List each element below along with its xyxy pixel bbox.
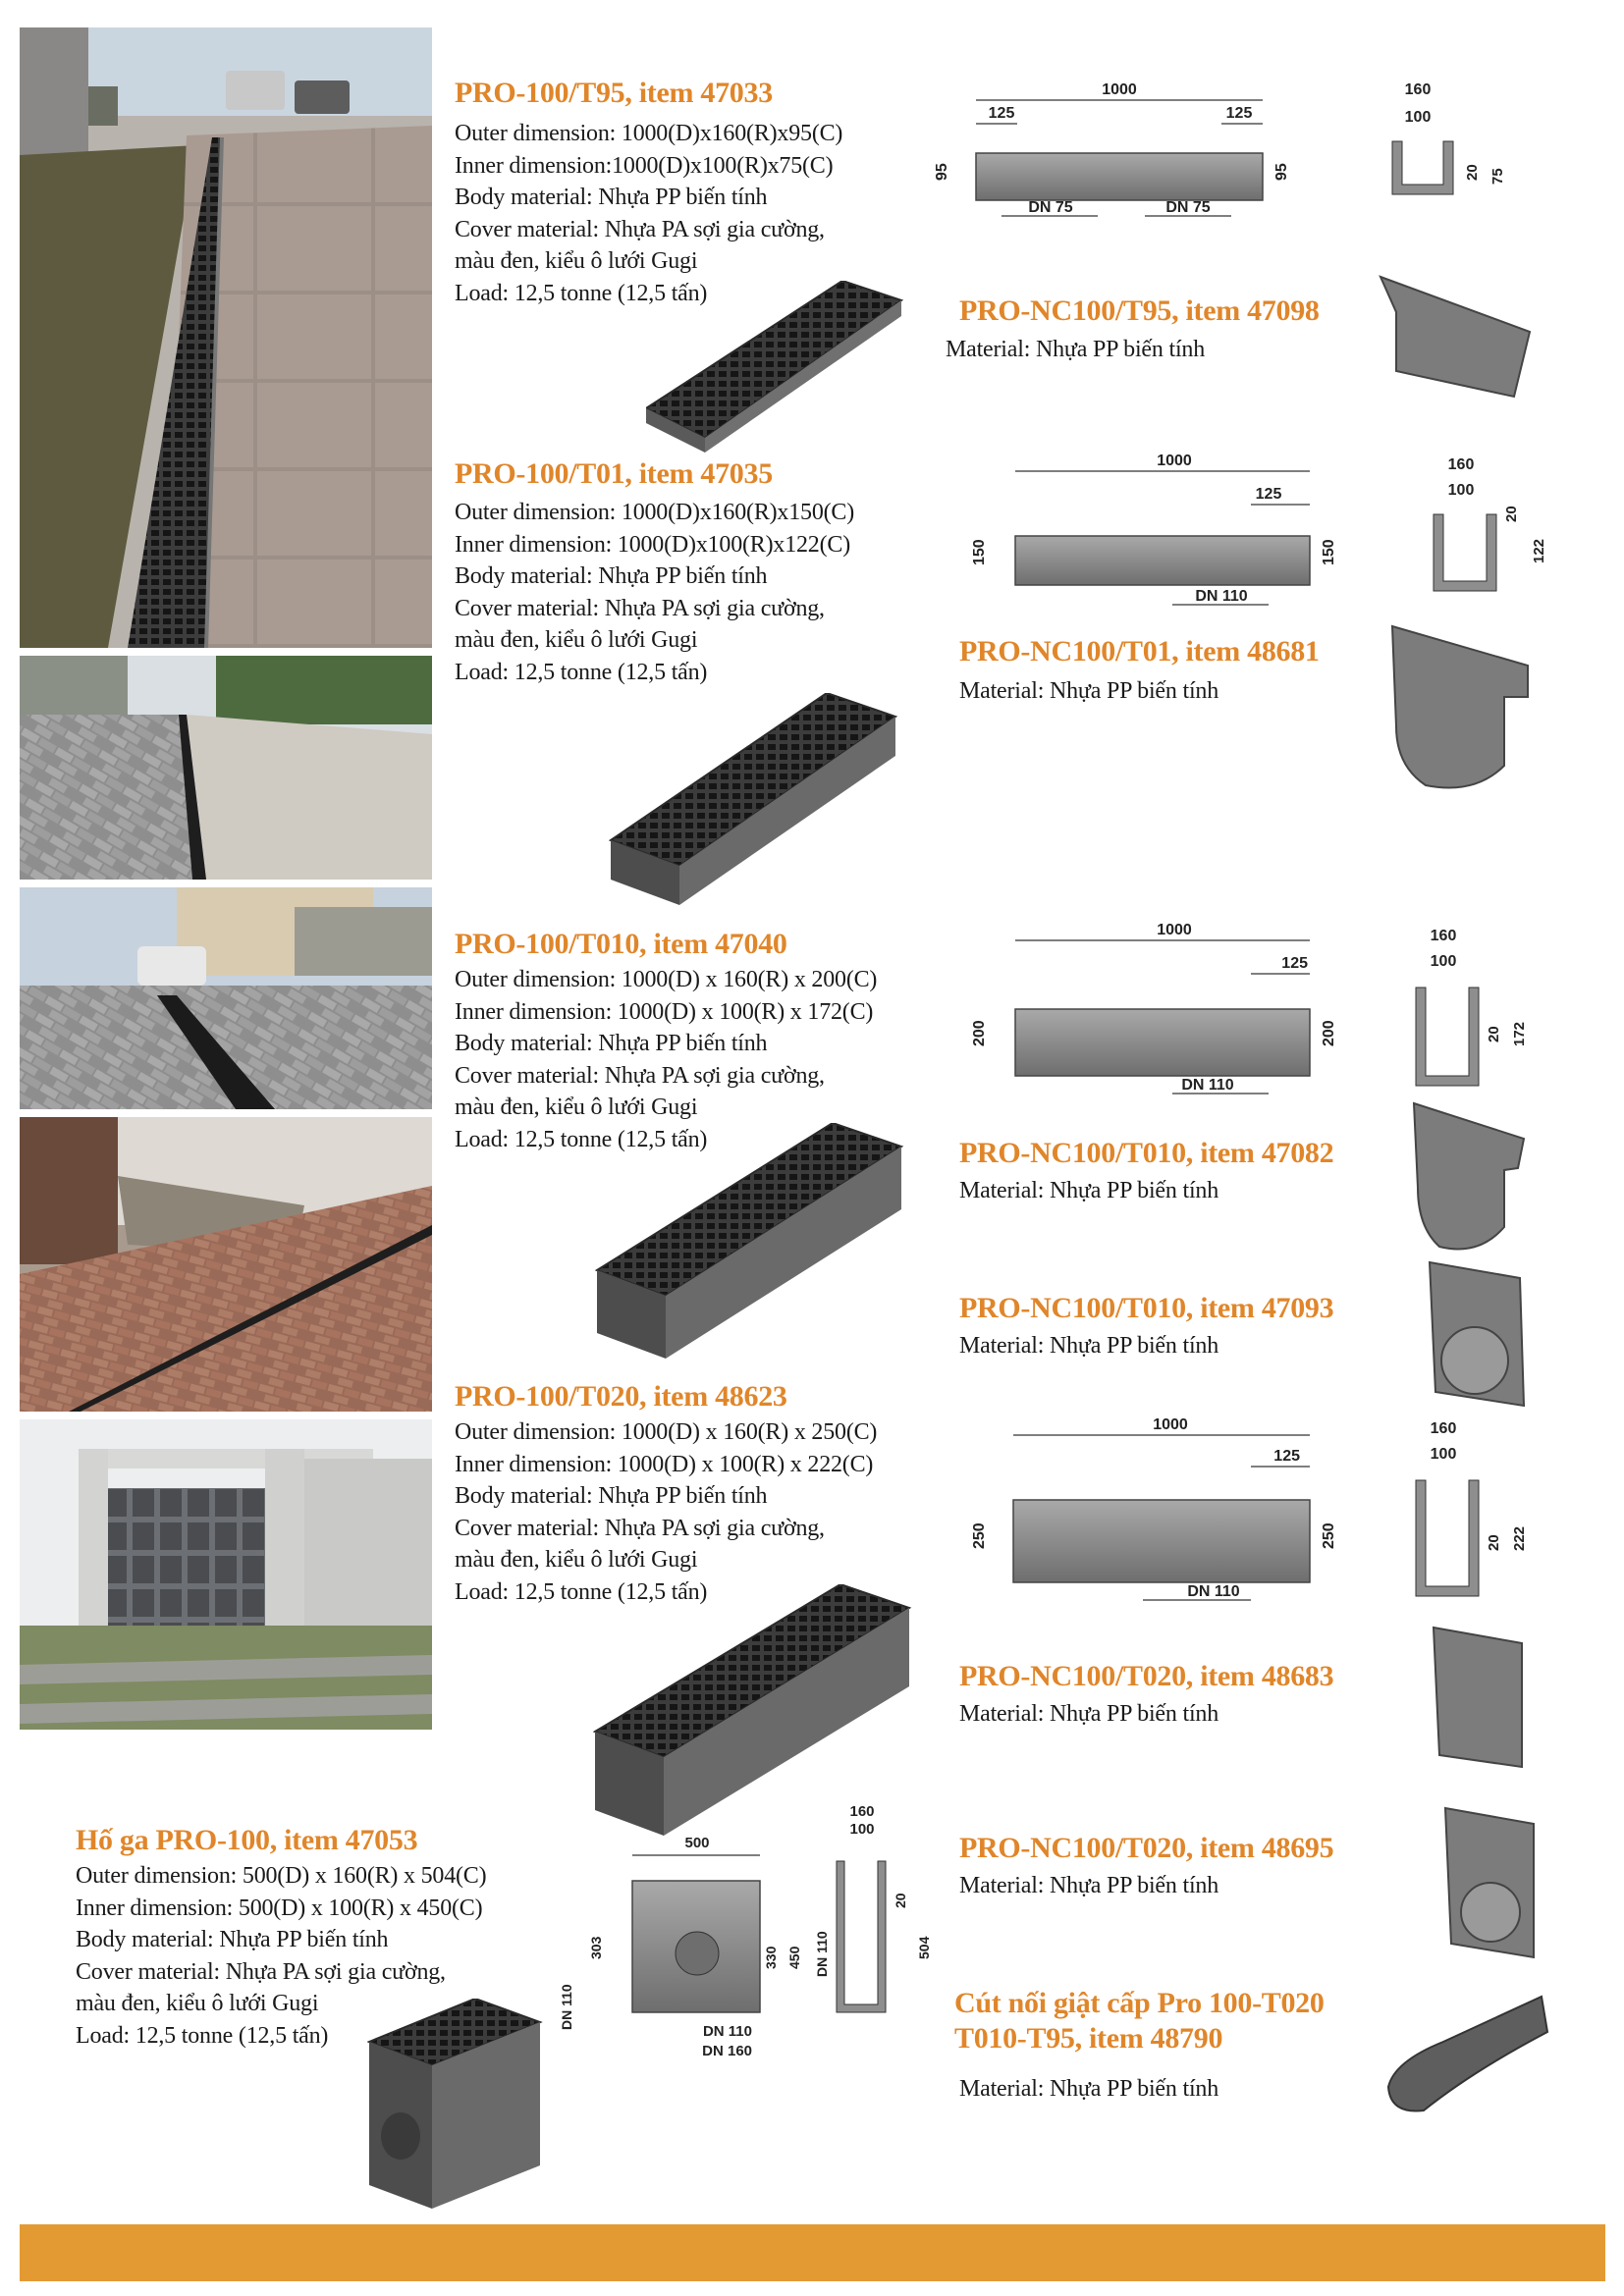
dim-height: 250 xyxy=(971,1522,988,1549)
spec-line: Inner dimension: 1000(D)x100(R)x122(C) xyxy=(455,531,851,558)
dim-end: 125 xyxy=(1255,486,1282,503)
spec-line: Inner dimension: 1000(D) x 100(R) x 172(C) xyxy=(455,998,874,1025)
dim-b: 222 xyxy=(1511,1525,1528,1551)
product-image-catch-basin xyxy=(367,1999,544,2211)
dim-inner: 100 xyxy=(1447,482,1475,499)
dim-height2: 150 xyxy=(1321,539,1337,565)
endcap-image-t01 xyxy=(1386,618,1534,795)
dim-dn110: DN 110 xyxy=(702,2023,752,2040)
dim-outer: 160 xyxy=(1430,928,1457,944)
endcap-title-t010-b: PRO-NC100/T010, item 47093 xyxy=(959,1292,1334,1324)
adapter-title-line1: Cút nối giật cấp Pro 100-T020 xyxy=(954,1987,1325,2019)
spec-line: Body material: Nhựa PP biến tính xyxy=(455,563,768,590)
spec-line: Inner dimension: 500(D) x 100(R) x 450(C) xyxy=(76,1895,483,1921)
dim-height2: 200 xyxy=(1321,1020,1337,1046)
photo-drain-slab-pavement xyxy=(20,27,432,648)
spec-line: màu đen, kiểu ô lưới Gugi xyxy=(455,1547,698,1574)
dim-outer: 160 xyxy=(1404,81,1432,98)
product-spec-t020 xyxy=(455,1416,877,1609)
dim-dn160: DN 160 xyxy=(702,2043,752,2057)
product-title-t010: PRO-100/T010, item 47040 xyxy=(455,928,787,960)
dim-s20: 20 xyxy=(893,1893,908,1908)
dim-a: 20 xyxy=(1486,1534,1502,1551)
endcap-title-t020-a: PRO-NC100/T020, item 48683 xyxy=(959,1660,1334,1692)
spec-line: Load: 12,5 tonne (12,5 tấn) xyxy=(455,659,708,685)
dim-s160: 160 xyxy=(849,1803,875,1820)
product-image-t01 xyxy=(601,693,905,909)
spec-line: Outer dimension: 1000(D) x 160(R) x 200(C) xyxy=(455,967,878,992)
spec-line: Cover material: Nhựa PA sợi gia cường, xyxy=(455,1515,825,1541)
product-title-t95: PRO-100/T95, item 47033 xyxy=(455,77,773,109)
dim-450: 450 xyxy=(786,1946,802,1969)
dim-dn1: DN 110 xyxy=(1187,1583,1240,1600)
dim-dn2: DN 75 xyxy=(1165,199,1211,216)
endcap-image-t95 xyxy=(1377,273,1534,400)
spec-line: màu đen, kiểu ô lưới Gugi xyxy=(455,627,698,654)
drawing-section-t95 xyxy=(1379,79,1526,196)
dim-inner: 100 xyxy=(1404,109,1432,126)
dim-end: 125 xyxy=(988,105,1015,122)
spec-line: Outer dimension: 1000(D)x160(R)x95(C) xyxy=(455,121,843,146)
endcap-title-t95: PRO-NC100/T95, item 47098 xyxy=(959,294,1320,327)
dim-dn-side: DN 110 xyxy=(814,1931,830,1977)
photo-drain-along-wall xyxy=(20,656,432,880)
dim-height: 95 xyxy=(934,163,950,181)
drawing-side-t020 xyxy=(956,1414,1369,1610)
dim-height: 200 xyxy=(971,1020,988,1046)
spec-line: Inner dimension: 1000(D) x 100(R) x 222(C) xyxy=(455,1451,874,1477)
dim-b: 75 xyxy=(1489,168,1506,185)
endcap-material-t010-b: Material: Nhựa PP biến tính xyxy=(959,1333,1219,1359)
dim-inner: 100 xyxy=(1430,1446,1457,1463)
dim-outer: 160 xyxy=(1430,1420,1457,1437)
spec-line: màu đen, kiểu ô lưới Gugi xyxy=(455,248,698,275)
adapter-title-line2: T010-T95, item 48790 xyxy=(954,2022,1223,2055)
dim-end2: 125 xyxy=(1225,105,1253,122)
endcap-title-t020-b: PRO-NC100/T020, item 48695 xyxy=(959,1832,1334,1864)
dim-height2: 250 xyxy=(1321,1522,1337,1549)
endcap-image-t020-b xyxy=(1441,1804,1540,1961)
dim-a: 20 xyxy=(1486,1026,1502,1042)
spec-line: Load: 12,5 tonne (12,5 tấn) xyxy=(455,1578,708,1605)
product-title-t01: PRO-100/T01, item 47035 xyxy=(455,457,773,490)
spec-line: Load: 12,5 tonne (12,5 tấn) xyxy=(76,2022,329,2049)
dim-s100: 100 xyxy=(849,1821,875,1838)
product-title-t020: PRO-100/T020, item 48623 xyxy=(455,1380,787,1413)
dim-length: 1000 xyxy=(1153,1416,1188,1433)
endcap-material-t010-a: Material: Nhựa PP biến tính xyxy=(959,1178,1219,1203)
endcap-image-t010-a xyxy=(1410,1099,1528,1256)
spec-line: Body material: Nhựa PP biến tính xyxy=(455,185,768,211)
drawing-side-t010 xyxy=(956,919,1369,1105)
adapter-material: Material: Nhựa PP biến tính xyxy=(959,2076,1219,2102)
dim-height2: 95 xyxy=(1273,163,1290,181)
dim-dn1: DN 110 xyxy=(1195,588,1248,605)
endcap-image-t020-a xyxy=(1430,1624,1528,1771)
dim-length: 500 xyxy=(684,1835,710,1851)
dim-303: 303 xyxy=(588,1936,604,1959)
spec-line: Body material: Nhựa PP biến tính xyxy=(455,1483,768,1510)
dim-s504: 504 xyxy=(916,1936,932,1959)
adapter-image xyxy=(1384,1993,1551,2120)
dim-b: 172 xyxy=(1511,1021,1528,1046)
dim-dn1: DN 110 xyxy=(1181,1077,1234,1094)
endcap-title-t010-a: PRO-NC100/T010, item 47082 xyxy=(959,1137,1334,1169)
drawing-section-t01 xyxy=(1424,454,1571,601)
endcap-material-t01: Material: Nhựa PP biến tính xyxy=(959,678,1219,704)
dim-inner: 100 xyxy=(1430,953,1457,970)
spec-line: Inner dimension:1000(D)x100(R)x75(C) xyxy=(455,152,834,179)
endcap-material-t95: Material: Nhựa PP biến tính xyxy=(946,337,1206,362)
spec-line: Cover material: Nhựa PA sợi gia cường, xyxy=(455,1062,825,1089)
drawing-catch-basin xyxy=(550,1802,933,2057)
dim-length: 1000 xyxy=(1157,453,1192,469)
endcap-material-t020-b: Material: Nhựa PP biến tính xyxy=(959,1873,1219,1898)
product-spec-t01 xyxy=(455,497,854,689)
dim-dn1: DN 75 xyxy=(1028,199,1073,216)
dim-height: 150 xyxy=(971,539,988,565)
dim-length: 1000 xyxy=(1157,922,1192,938)
endcap-material-t020-a: Material: Nhựa PP biến tính xyxy=(959,1701,1219,1727)
dim-length: 1000 xyxy=(1102,81,1137,98)
dim-dn-vertical: DN 110 xyxy=(559,1984,574,2030)
spec-line: Outer dimension: 1000(D)x160(R)x150(C) xyxy=(455,500,855,525)
dim-330: 330 xyxy=(763,1946,779,1969)
dim-a: 20 xyxy=(1464,164,1481,181)
spec-line: màu đen, kiểu ô lưới Gugi xyxy=(76,1991,319,2017)
photo-drain-street xyxy=(20,887,432,1109)
dim-b: 122 xyxy=(1531,538,1547,563)
endcap-image-t010-b xyxy=(1426,1258,1534,1415)
footer-band xyxy=(20,2224,1605,2281)
spec-line: Load: 12,5 tonne (12,5 tấn) xyxy=(455,1126,708,1152)
dim-end: 125 xyxy=(1281,955,1308,972)
drawing-section-t010 xyxy=(1406,925,1553,1101)
drawing-side-t01 xyxy=(956,450,1369,616)
spec-line: Cover material: Nhựa PA sợi gia cường, xyxy=(76,1958,446,1985)
product-image-t010 xyxy=(587,1123,911,1368)
dim-outer: 160 xyxy=(1447,456,1475,473)
endcap-title-t01: PRO-NC100/T01, item 48681 xyxy=(959,635,1320,667)
spec-line: Body material: Nhựa PP biến tính xyxy=(76,1927,389,1953)
photo-drain-red-pavers xyxy=(20,1117,432,1412)
dim-end: 125 xyxy=(1273,1448,1300,1465)
dim-a: 20 xyxy=(1503,506,1520,522)
spec-line: Outer dimension: 500(D) x 160(R) x 504(C) xyxy=(76,1863,487,1889)
drawing-side-t95 xyxy=(923,79,1335,236)
spec-line: Body material: Nhựa PP biến tính xyxy=(455,1031,768,1057)
spec-line: Outer dimension: 1000(D) x 160(R) x 250(C) xyxy=(455,1419,878,1445)
product-title-catch-basin: Hố ga PRO-100, item 47053 xyxy=(76,1824,418,1856)
spec-line: Cover material: Nhựa PA sợi gia cường, xyxy=(455,595,825,621)
product-image-t95 xyxy=(646,281,905,457)
spec-line: Load: 12,5 tonne (12,5 tấn) xyxy=(455,280,708,306)
photo-drain-courtyard xyxy=(20,1419,432,1730)
spec-line: Cover material: Nhựa PA sợi gia cường, xyxy=(455,216,825,242)
spec-line: màu đen, kiểu ô lưới Gugi xyxy=(455,1095,698,1121)
drawing-section-t020 xyxy=(1406,1417,1553,1614)
